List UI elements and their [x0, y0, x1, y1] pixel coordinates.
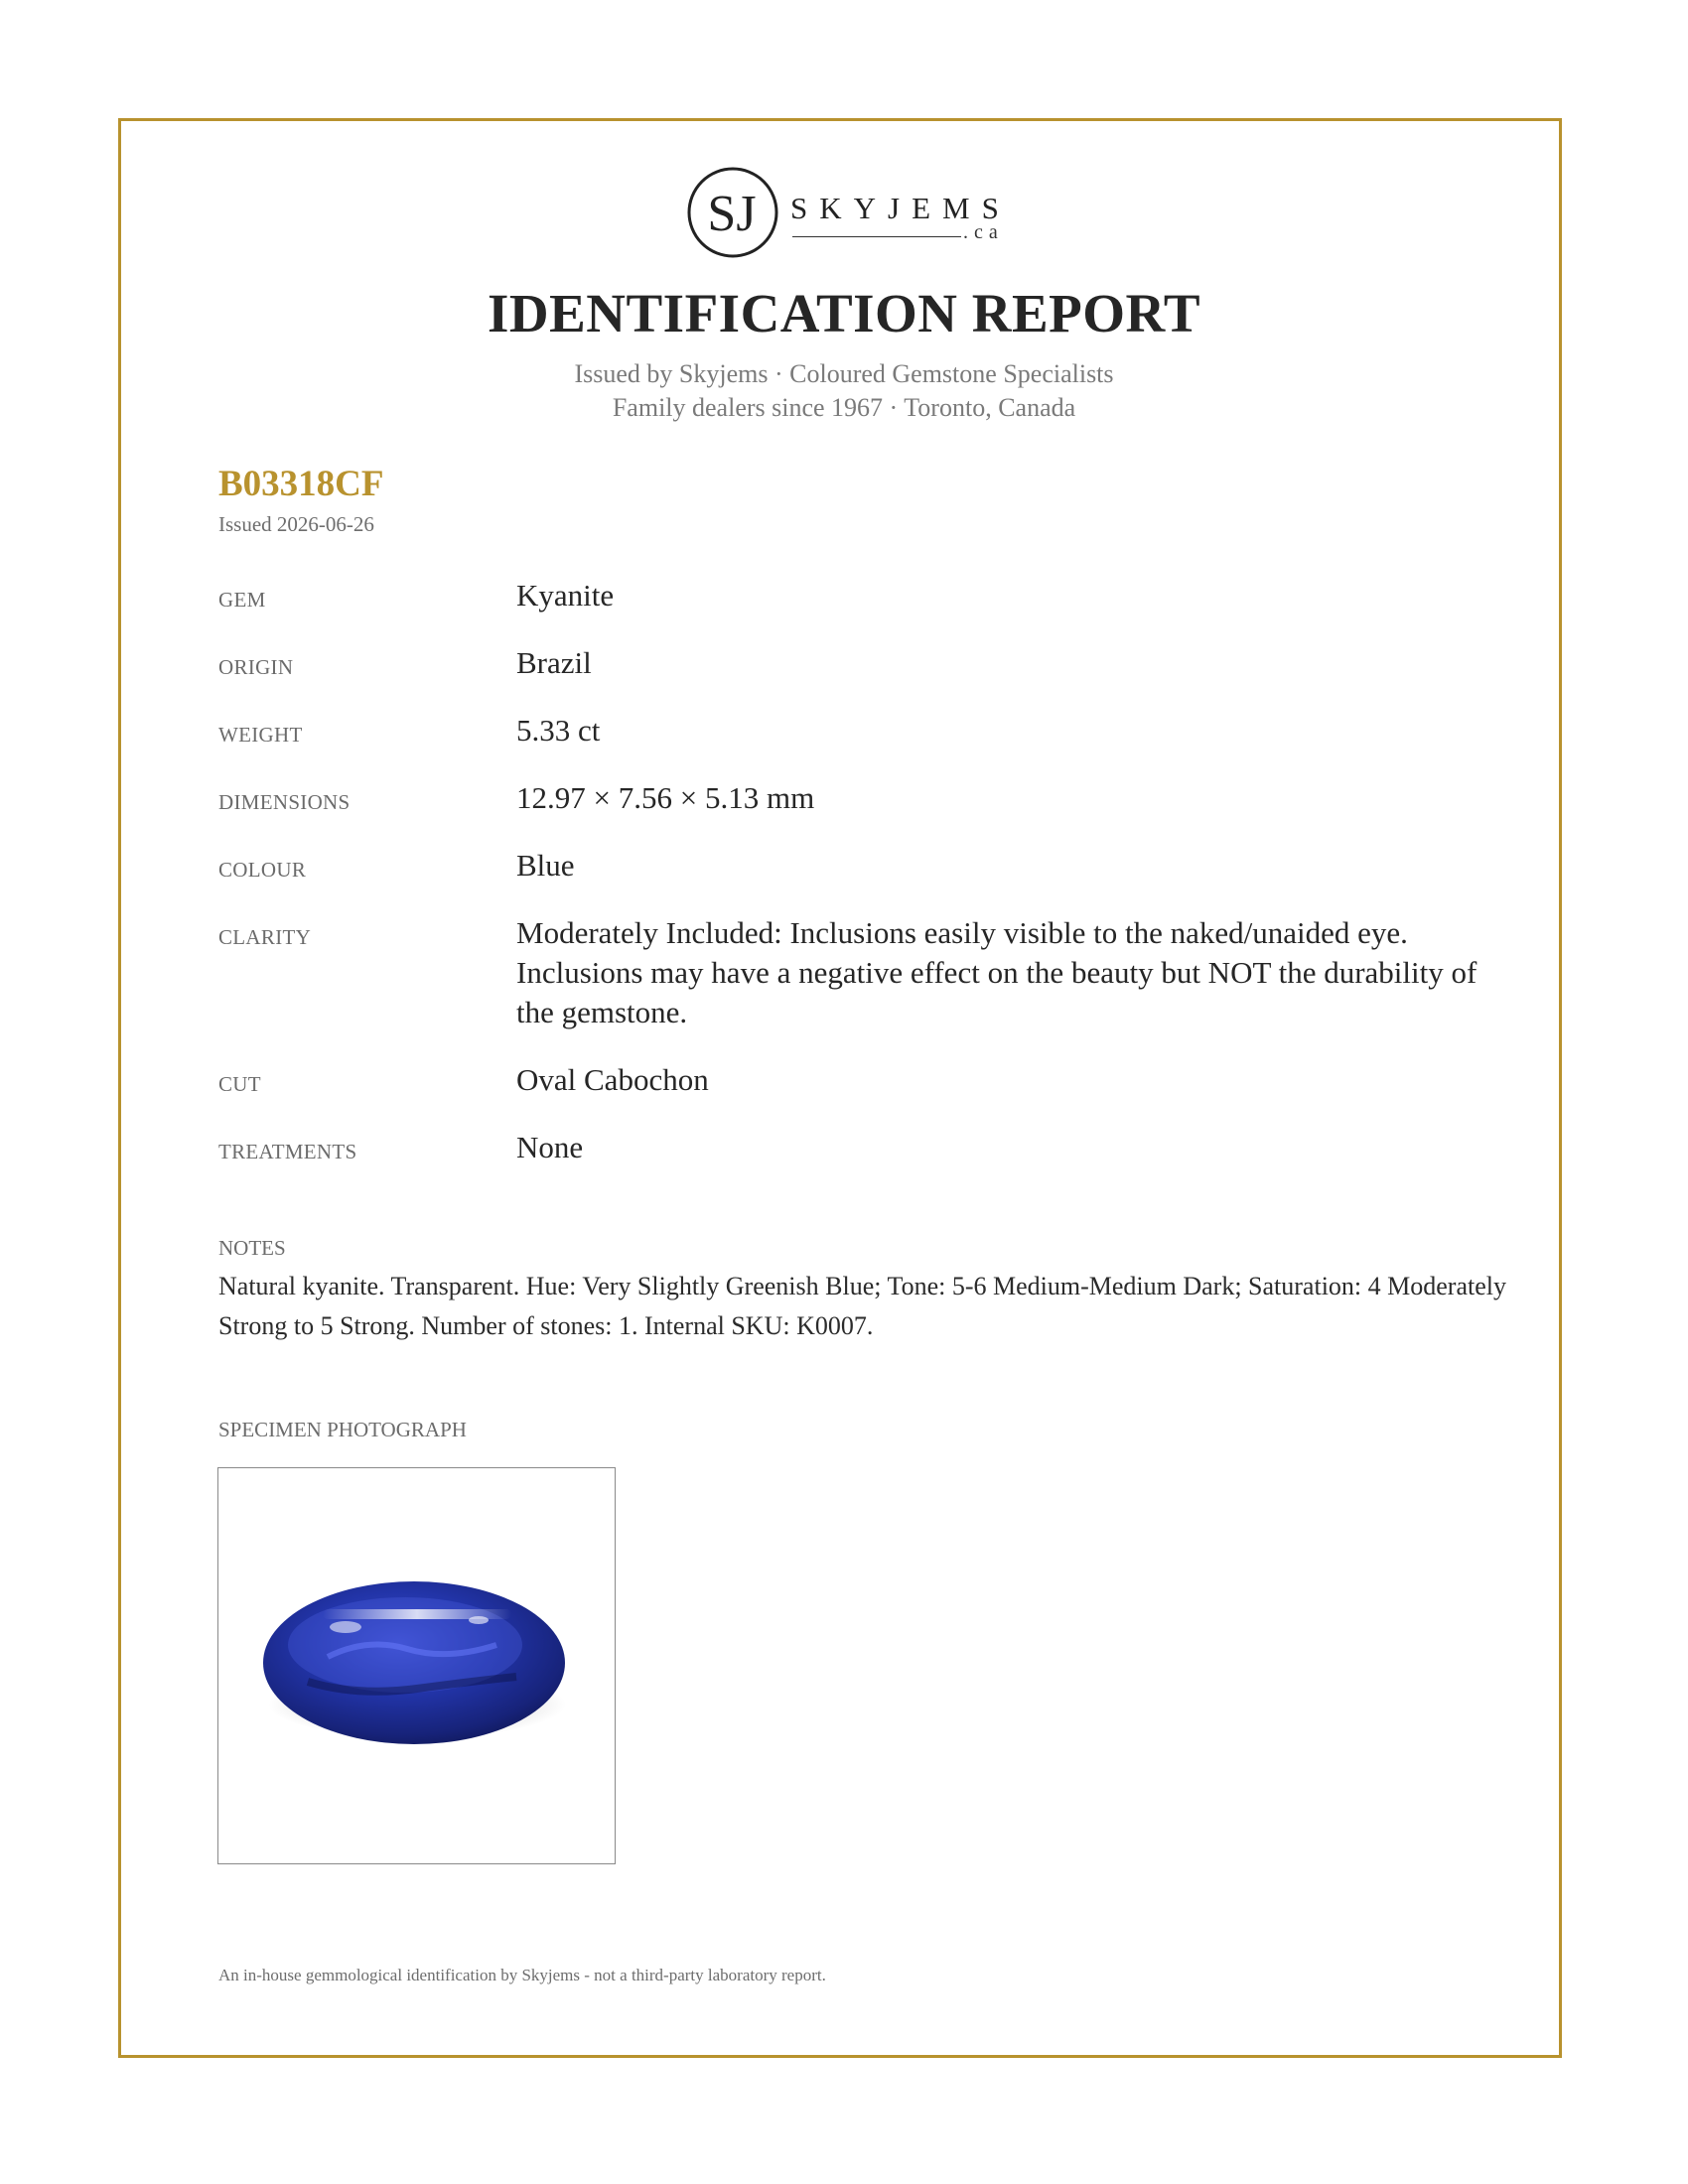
specimen-photograph	[217, 1467, 616, 1864]
field-label: COLOUR	[218, 858, 307, 882]
gemstone-image	[218, 1468, 614, 1862]
report-reference: B03318CF	[218, 464, 384, 504]
field-label: WEIGHT	[218, 723, 303, 747]
field-label: TREATMENTS	[218, 1140, 357, 1163]
logo-tld: .ca	[963, 221, 1004, 243]
logo-rule	[792, 236, 961, 237]
field-label: CLARITY	[218, 925, 312, 949]
field-value: Oval Cabochon	[516, 1062, 709, 1097]
field-value: None	[516, 1130, 584, 1164]
field-value: Blue	[516, 848, 575, 883]
sj-monogram-logo	[685, 165, 780, 260]
photo-label: SPECIMEN PHOTOGRAPH	[218, 1418, 467, 1441]
field-value: Moderately Included: Inclusions easily visible to the naked/unaided eye. Inclusions may have a negative effect on the beauty but NOT the durability of the gemstone.	[516, 915, 1477, 1029]
field-label: CUT	[218, 1072, 261, 1096]
field-value: 5.33 ct	[516, 713, 601, 748]
field-label: ORIGIN	[218, 655, 294, 679]
report-subtitle-line1: Issued by Skyjems · Coloured Gemstone Specialists	[574, 359, 1114, 388]
notes-text: Natural kyanite. Transparent. Hue: Very Slightly Greenish Blue; Tone: 5-6 Medium-Medium Dark; Saturation: 4 Moderately Strong to 5 Strong. Number of stones: 1. Internal SKU: K0007.	[218, 1272, 1506, 1340]
notes-label: NOTES	[218, 1236, 286, 1260]
report-issued-date: Issued 2026-06-26	[218, 512, 374, 536]
field-label: DIMENSIONS	[218, 790, 351, 814]
footer-disclaimer: An in-house gemmological identification by Skyjems - not a third-party laboratory report.	[218, 1966, 826, 1984]
report-subtitle-line2: Family dealers since 1967 · Toronto, Canada	[612, 393, 1076, 422]
field-value: 12.97 × 7.56 × 5.13 mm	[516, 780, 815, 815]
report-title: IDENTIFICATION REPORT	[487, 283, 1201, 343]
skyjems-logo	[685, 165, 1013, 264]
monogram-text: SJ	[707, 186, 757, 242]
logo-wordmark: SKYJEMS	[790, 191, 1011, 225]
field-value: Kyanite	[516, 578, 615, 613]
field-label: GEM	[218, 588, 266, 612]
field-value: Brazil	[516, 645, 592, 680]
